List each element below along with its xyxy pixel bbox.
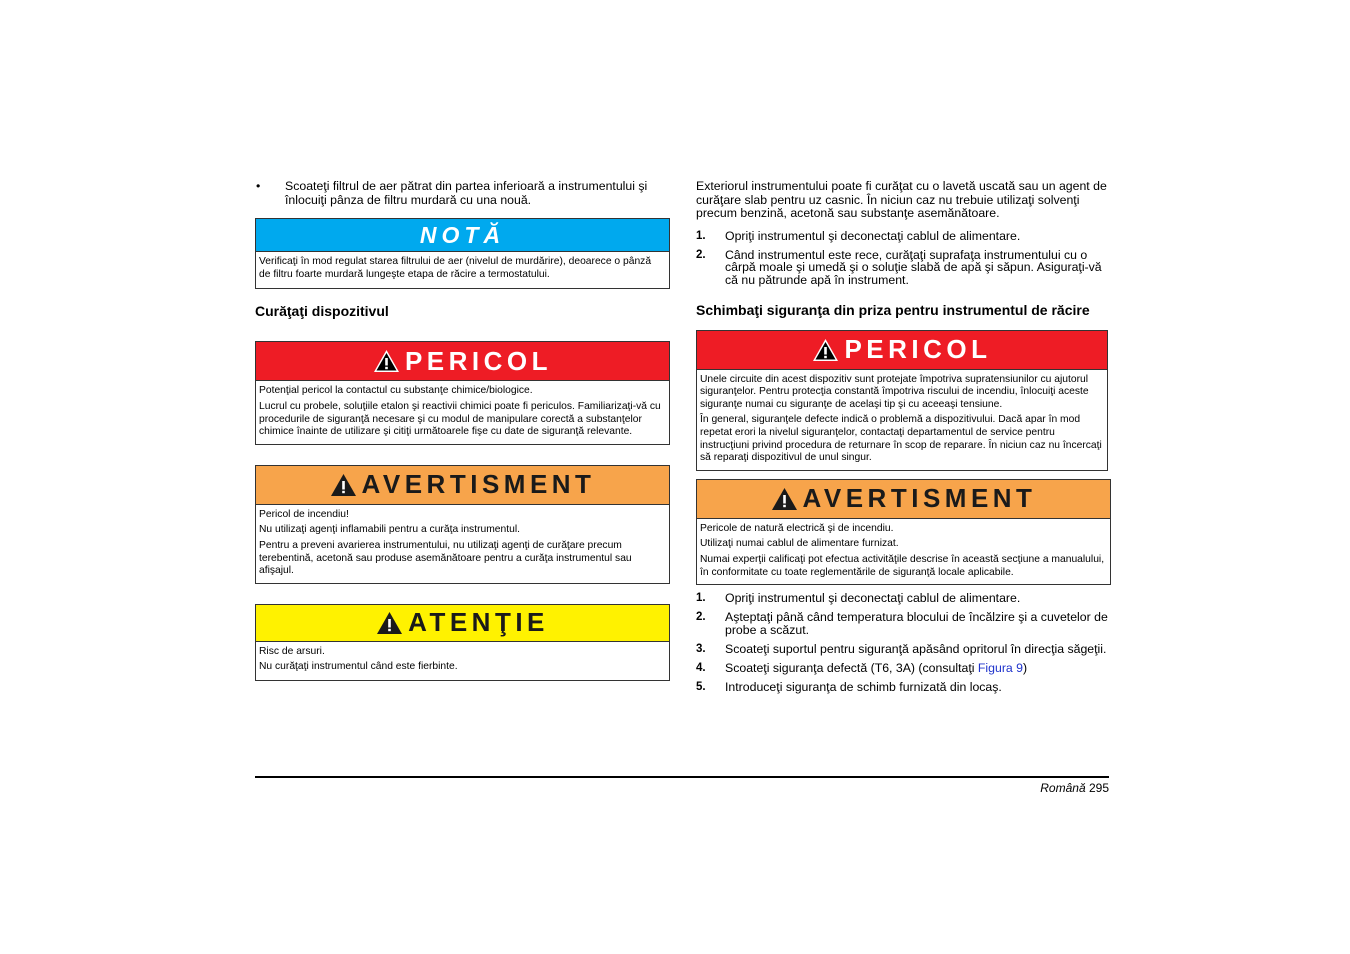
warning-triangle-icon <box>771 487 798 511</box>
step-number: 5. <box>696 681 706 694</box>
atentie-header-left <box>256 605 669 642</box>
avertisment-header-right <box>697 480 1110 519</box>
atentie-title-left: ATENŢIE <box>408 607 549 638</box>
step-text: Opriţi instrumentul şi deconectaţi cablul de alimentare. <box>725 591 1021 606</box>
footer-language: Română <box>1040 781 1086 795</box>
pericol-body-left <box>256 381 669 443</box>
step-text: Aşteptaţi până când temperatura blocului de încălzire şi a cuvetelor de probe a scăzut. <box>725 610 1108 637</box>
atentie-line: Risc de arsuri. <box>259 645 325 657</box>
cleaning-steps <box>696 230 1111 287</box>
pericol-box-left <box>255 341 670 444</box>
step-number: 2. <box>696 248 706 261</box>
step-number: 1. <box>696 592 706 605</box>
warning-triangle-icon <box>812 338 839 362</box>
section-heading-clean: Curăţaţi dispozitivul <box>255 303 389 320</box>
avertisment-box-left <box>255 465 670 584</box>
page-footer <box>1040 781 1109 795</box>
warning-triangle-icon <box>330 473 357 497</box>
nota-body <box>256 252 669 288</box>
warning-triangle-icon <box>376 611 403 635</box>
step-text <box>725 662 1027 675</box>
list-item <box>696 230 1111 243</box>
warning-triangle-icon <box>373 349 400 373</box>
step-number: 2. <box>696 611 706 624</box>
pericol-title-left: PERICOL <box>404 345 553 376</box>
pericol-line: Lucrul cu probele, soluţiile etalon şi reactivii chimici poate fi periculos. Familiarizaţi-vă cu procedurile de siguranţă necesare şi cu modul de manipulare corectă a substanţelor chimice înainte de utilizare şi citiţi următoarele fişe cu date de siguranţă relevante. <box>259 400 661 438</box>
avertisment-title-right: AVERTISMENT <box>802 483 1037 514</box>
list-item <box>696 681 1111 694</box>
step-text: Când instrumentul este rece, curăţaţi suprafaţa instrumentului cu o cârpă moale şi umedă şi o soluţie slabă de apă şi săpun. Asiguraţi-vă că nu pătrunde apă în instrument. <box>725 247 1102 288</box>
step-text: Introduceţi siguranţa de schimb furnizată din locaş. <box>725 680 1002 695</box>
step-number: 3. <box>696 642 706 655</box>
avertisment-line: Pericol de incendiu! <box>259 508 349 520</box>
fuse-steps <box>696 592 1111 694</box>
pericol-body-right <box>697 370 1107 470</box>
atentie-line: Nu curăţaţi instrumentul când este fierbinte. <box>259 661 458 673</box>
list-item <box>696 662 1111 675</box>
pericol-header-left <box>256 342 669 381</box>
step-text-after: ) <box>1023 661 1028 676</box>
bullet-text: Scoateţi filtrul de aer pătrat din partea inferioară a instrumentului şi înlocuiţi pânza de filtru murdară cu una nouă. <box>285 179 648 207</box>
avertisment-box-right <box>696 479 1111 585</box>
right-column <box>696 180 1111 700</box>
list-item <box>696 611 1111 636</box>
avertisment-header-left <box>256 466 669 505</box>
avertisment-line: Nu utilizaţi agenţi inflamabili pentru a curăţa instrumentul. <box>259 524 520 536</box>
step-number: 1. <box>696 229 706 242</box>
figure-9-link[interactable]: Figura 9 <box>977 661 1024 676</box>
avertisment-line: Pentru a preveni avarierea instrumentului, nu utilizaţi agenţi de curăţare precum terebentină, acetonă sau produse asemănătoare pentru a curăţa instrumentul sau afişajul. <box>259 539 632 577</box>
intro-paragraph: Exteriorul instrumentului poate fi curăţat cu o lavetă uscată sau un agent de curăţare slab pentru uz casnic. În niciun caz nu trebuie utilizaţi solvenţi precum benzină, acetonă sau substanţe asemănătoare. <box>696 179 1107 221</box>
list-item <box>696 249 1111 287</box>
pericol-line: Potenţial pericol la contactul cu substanţe chimice/biologice. <box>259 385 533 397</box>
pericol-box-right <box>696 330 1108 471</box>
avertisment-body-right <box>697 519 1110 584</box>
avertisment-line: Utilizaţi numai cablul de alimentare furnizat. <box>700 538 899 550</box>
step-text-before: Scoateţi siguranţa defectă (T6, 3A) (consultaţi <box>725 661 978 676</box>
pericol-line: În general, siguranţele defecte indică o problemă a dispozitivului. Dacă apar în mod repetat erori la nivelul siguranţelor, contactaţi departamentul de service pentru instrucţiuni privind procedura de returnare în scop de reparare. În niciun caz nu încercaţi să reparaţi dispozitivul de unul singur. <box>700 414 1102 464</box>
nota-text: Verificaţi în mod regulat starea filtrului de aer (nivelul de murdărire), deoarece o pânză de filtru foarte murdară lungeşte etapa de răcire a termostatului. <box>259 256 652 280</box>
step-number: 4. <box>696 662 706 675</box>
nota-title: NOTĂ <box>419 221 506 248</box>
step-text: Scoateţi suportul pentru siguranţă apăsând opritorul în direcţia săgeţii. <box>725 641 1107 656</box>
nota-header <box>256 219 669 252</box>
list-item <box>696 592 1111 605</box>
footer-divider <box>255 776 1109 778</box>
avertisment-title-left: AVERTISMENT <box>361 469 596 500</box>
step-text: Opriţi instrumentul şi deconectaţi cablul de alimentare. <box>725 228 1021 243</box>
nota-box <box>255 218 670 289</box>
bullet-item <box>255 180 670 207</box>
avertisment-line: Numai experţii calificaţi pot efectua activităţile descrise în această secţiune a manualului, în conformitate cu toate reglementările de siguranţă locale aplicabile. <box>700 554 1105 578</box>
list-item <box>696 643 1111 656</box>
pericol-header-right <box>697 331 1107 370</box>
left-column <box>255 180 670 681</box>
avertisment-line: Pericole de natură electrică şi de incendiu. <box>700 522 894 534</box>
atentie-body-left <box>256 642 669 680</box>
bullet-mark: • <box>256 179 261 193</box>
atentie-box-left <box>255 604 670 681</box>
avertisment-body-left <box>256 505 669 583</box>
pericol-title-right: PERICOL <box>844 334 992 365</box>
pericol-line: Unele circuite din acest dispozitiv sunt protejate împotriva supratensiunilor cu ajutorul siguranţelor. Pentru protecţia constantă împotriva riscului de incendiu, înlocuiţi aceste siguranţe numai cu siguranţe de acelaşi tip şi cu aceeaşi tensiune. <box>700 373 1089 410</box>
section-heading-fuse: Schimbaţi siguranţa din priza pentru instrumentul de răcire <box>696 301 1090 318</box>
page-number: 295 <box>1088 781 1109 795</box>
